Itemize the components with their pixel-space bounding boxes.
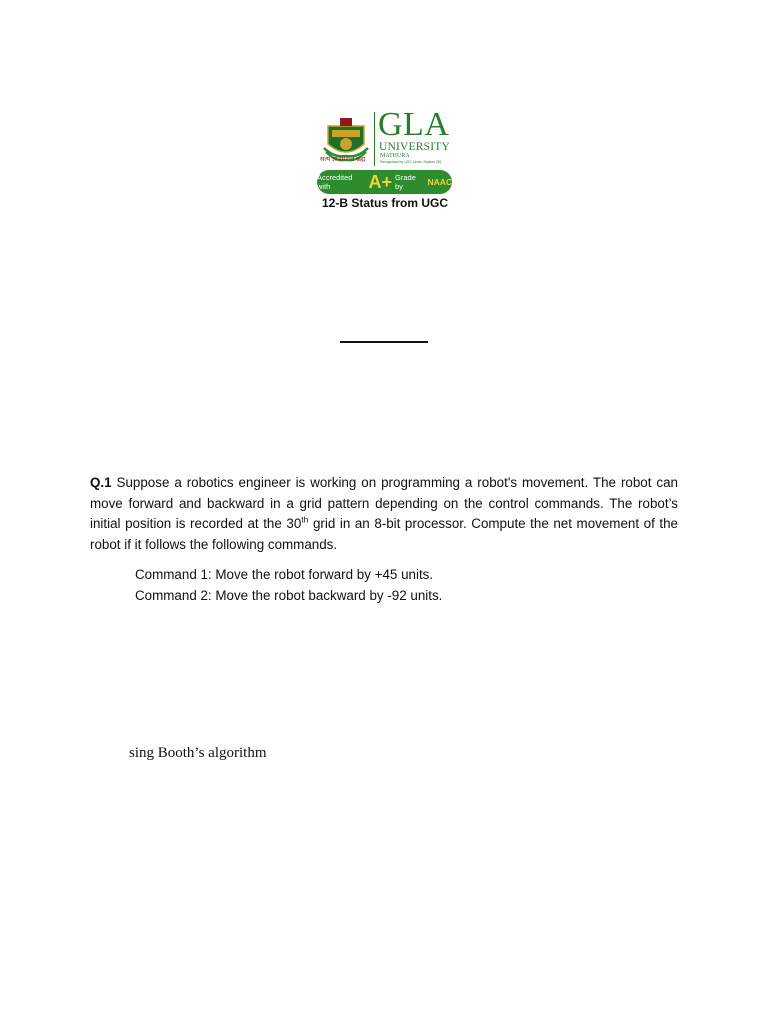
text-fragment: sing Booth’s algorithm bbox=[129, 745, 267, 761]
logo-divider bbox=[374, 112, 375, 166]
question-block bbox=[90, 473, 678, 555]
badge-body: NAAC bbox=[427, 177, 452, 187]
question-text-2: grid in an 8-bit processor. Compute the net movement of the robot if it follows the following commands. bbox=[90, 516, 678, 552]
university-logo bbox=[316, 108, 454, 212]
logo-city: MATHURA bbox=[380, 153, 410, 159]
badge-middle: Grade by bbox=[395, 173, 416, 191]
question-number: Q.1 bbox=[90, 475, 112, 490]
logo-recognition: Recognised by UGC Under Section 2(f) bbox=[380, 160, 442, 164]
badge-grade: A+ bbox=[368, 172, 393, 192]
blank-underline bbox=[340, 341, 428, 343]
logo-university: UNIVERSITY bbox=[379, 141, 450, 153]
logo-name: GLA bbox=[378, 106, 450, 143]
command-2: Command 2: Move the robot backward by -92 units. bbox=[135, 588, 443, 603]
question-text-1: Suppose a robotics engineer is working on programming a robot's movement. The robot can move forward and backward in a grid pattern depending on the control commands. The robot’s initial position is recorded at the 30 bbox=[90, 475, 678, 532]
ugc-status: 12-B Status from UGC bbox=[321, 196, 449, 210]
accreditation-badge bbox=[317, 170, 452, 194]
question-sup: th bbox=[301, 514, 309, 525]
command-1: Command 1: Move the robot forward by +45 units. bbox=[135, 567, 434, 582]
logo-motto: सत्यं ज्ञानमनन्तं ब्रह्म bbox=[320, 156, 366, 163]
badge-prefix: Accredited with bbox=[317, 173, 353, 191]
